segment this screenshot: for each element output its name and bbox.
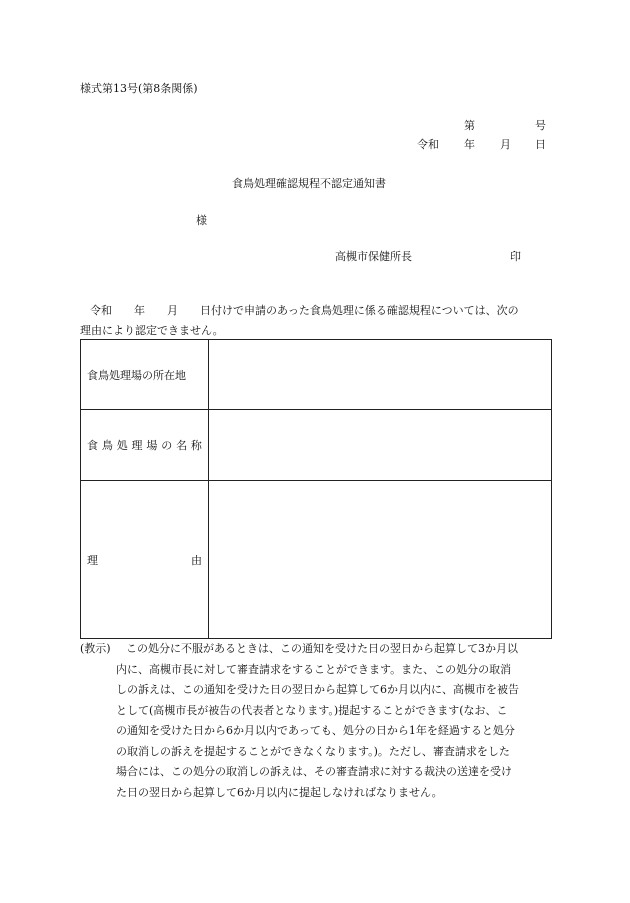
date-year: 年: [464, 138, 475, 151]
table-row-reason: [81, 481, 552, 639]
location-value[interactable]: [209, 340, 552, 410]
notes-line: の通知を受けた日から6か月以内であっても、処分の日から1年を経過すると処分: [116, 724, 515, 737]
date-day: 日: [535, 138, 546, 151]
reason-table: [80, 339, 552, 639]
instruction-notes: [80, 639, 552, 803]
seal-mark: 印: [510, 250, 521, 263]
notes-line: 場合には、この処分の取消しの訴えは、その審査請求に対する裁決の送達を受け: [116, 765, 512, 778]
notes-tag: (教示): [80, 642, 111, 655]
number-go: 号: [535, 119, 546, 132]
notes-line: の取消しの訴えを提起することができなくなります。)。ただし、審査請求をした: [116, 744, 510, 758]
table-row-name: [81, 410, 552, 481]
date-month: 月: [500, 138, 511, 151]
date-era: 令和: [417, 138, 439, 151]
addressee-suffix: 様: [196, 214, 207, 227]
body-paragraph: [80, 301, 552, 341]
facility-name-label: 食 鳥 処 理 場 の 名 称: [81, 410, 209, 481]
body-line-1: 令和 年 月 日付けで申請のあった食鳥処理に係る確認規程については、次の: [90, 304, 519, 317]
number-dai: 第: [464, 119, 475, 132]
location-label: 食鳥処理場の所在地: [81, 340, 209, 410]
notes-line: た日の翌日から起算して6か月以内に提起しなければなりません。: [116, 785, 443, 799]
form-number: 様式第13号(第8条関係): [80, 82, 198, 95]
notes-line: しの訴えは、この通知を受けた日の翌日から起算して6か月以内に、高槻市を被告: [116, 683, 519, 696]
document-title: 食鳥処理確認規程不認定通知書: [232, 177, 386, 190]
issuer-name: 高槻市保健所長: [335, 250, 412, 263]
body-line-2: 理由により認定できません。: [80, 324, 224, 337]
notes-line: として(高槻市長が被告の代表者となります。)提起することができます(なお、こ: [116, 703, 508, 717]
reason-label: 理 由: [81, 481, 209, 639]
notes-line-1: (教示) この処分に不服があるときは、この通知を受けた日の翌日から起算して3か月以: [80, 639, 552, 660]
table-row-location: [81, 340, 552, 410]
facility-name-value[interactable]: [209, 410, 552, 481]
reason-value[interactable]: [209, 481, 552, 639]
notes-line: 内に、高槻市長に対して審査請求をすることができます。また、この処分の取消: [116, 662, 512, 676]
